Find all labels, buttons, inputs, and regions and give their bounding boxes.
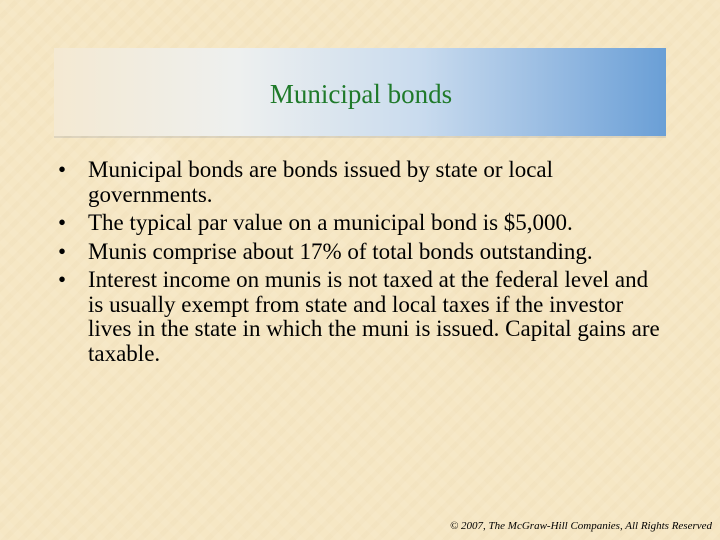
slide-title: Municipal bonds — [269, 79, 453, 109]
copyright-footer: © 2007, The McGraw-Hill Companies, All Rights Reserved — [449, 520, 712, 532]
bullet-text: Interest income on munis is not taxed at the federal level and is usually exempt from state and local taxes if the investor lives in the state in which the muni is issued. Capital gains are taxable. — [88, 267, 660, 366]
bullet-text: Munis comprise about 17% of total bonds outstanding. — [88, 238, 593, 264]
bullet-item — [58, 240, 668, 265]
bullet-text: Municipal bonds are bonds issued by state or local governments. — [88, 157, 554, 207]
bullet-item — [58, 158, 668, 207]
bullet-item — [58, 268, 668, 366]
bullet-marker: • — [58, 210, 67, 235]
bullet-item — [58, 211, 668, 236]
bullet-marker: • — [58, 267, 67, 292]
bullet-list — [58, 158, 668, 370]
bullet-marker: • — [58, 157, 67, 182]
bullet-text: The typical par value on a municipal bond is $5,000. — [88, 210, 573, 235]
bullet-marker: • — [58, 238, 67, 264]
